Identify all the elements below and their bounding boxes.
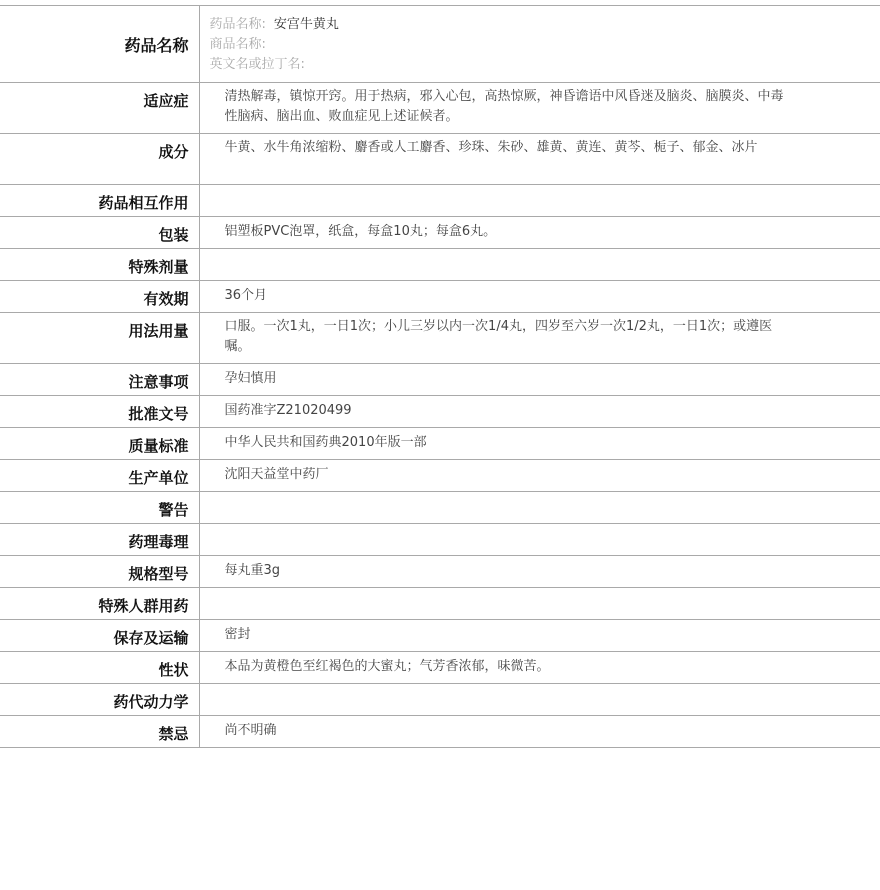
row-warning xyxy=(0,492,880,524)
row-value: 本品为黄橙色至红褐色的大蜜丸；气芳香浓郁，味微苦。 xyxy=(199,652,880,684)
row-specification xyxy=(0,556,880,588)
row-label: 保存及运输 xyxy=(0,620,199,652)
row-label: 注意事项 xyxy=(0,364,199,396)
row-label: 用法用量 xyxy=(0,313,199,364)
trade-name-key: 商品名称: xyxy=(209,37,266,52)
row-label: 生产单位 xyxy=(0,460,199,492)
row-label: 药代动力学 xyxy=(0,684,199,716)
english-name-key: 英文名或拉丁名: xyxy=(209,57,305,72)
row-value: 尚不明确 xyxy=(199,716,880,748)
row-value xyxy=(199,588,880,620)
row-value: 清热解毒，镇惊开窍。用于热病，邪入心包，高热惊厥，神昏谵语中风昏迷及脑炎、脑膜炎、中毒性脑病、脑出血、败血症见上述证候者。 xyxy=(199,83,880,134)
row-label: 药品名称 xyxy=(0,6,199,83)
row-usage-dosage xyxy=(0,313,880,364)
row-value xyxy=(199,524,880,556)
row-label: 药理毒理 xyxy=(0,524,199,556)
row-ingredients xyxy=(0,134,880,185)
generic-name-value: 安宫牛黄丸 xyxy=(273,17,339,32)
drug-info-table xyxy=(0,5,880,748)
row-value xyxy=(199,684,880,716)
row-label: 批准文号 xyxy=(0,396,199,428)
row-shelf-life xyxy=(0,281,880,313)
row-value xyxy=(199,185,880,217)
row-drug-name xyxy=(0,6,880,83)
row-label: 药品相互作用 xyxy=(0,185,199,217)
row-label: 性状 xyxy=(0,652,199,684)
row-label: 规格型号 xyxy=(0,556,199,588)
row-label: 包装 xyxy=(0,217,199,249)
row-approval-number xyxy=(0,396,880,428)
row-value: 铝塑板PVC泡罩，纸盒，每盒10丸；每盒6丸。 xyxy=(199,217,880,249)
row-label: 警告 xyxy=(0,492,199,524)
row-label: 禁忌 xyxy=(0,716,199,748)
row-interactions xyxy=(0,185,880,217)
row-label: 有效期 xyxy=(0,281,199,313)
row-value xyxy=(199,249,880,281)
row-value: 口服。一次1丸，一日1次；小儿三岁以内一次1/4丸，四岁至六岁一次1/2丸，一日1次；或遵医嘱。 xyxy=(199,313,880,364)
row-special-populations xyxy=(0,588,880,620)
row-value xyxy=(199,492,880,524)
row-quality-standard xyxy=(0,428,880,460)
row-manufacturer xyxy=(0,460,880,492)
generic-name-line xyxy=(210,15,791,35)
row-contraindications xyxy=(0,716,880,748)
row-pharmacokinetics xyxy=(0,684,880,716)
row-value: 沈阳天益堂中药厂 xyxy=(199,460,880,492)
row-value: 牛黄、水牛角浓缩粉、麝香或人工麝香、珍珠、朱砂、雄黄、黄连、黄芩、栀子、郁金、冰片 xyxy=(199,134,880,185)
drug-name-values xyxy=(199,6,880,83)
row-value: 每丸重3g xyxy=(199,556,880,588)
row-value: 孕妇慎用 xyxy=(199,364,880,396)
row-value: 36个月 xyxy=(199,281,880,313)
english-name-line xyxy=(210,55,791,75)
row-pharmacology xyxy=(0,524,880,556)
row-label: 适应症 xyxy=(0,83,199,134)
row-label: 特殊人群用药 xyxy=(0,588,199,620)
row-label: 成分 xyxy=(0,134,199,185)
row-description xyxy=(0,652,880,684)
row-value: 中华人民共和国药典2010年版一部 xyxy=(199,428,880,460)
row-packaging xyxy=(0,217,880,249)
row-precautions xyxy=(0,364,880,396)
row-value: 国药准字Z21020499 xyxy=(199,396,880,428)
row-label: 特殊剂量 xyxy=(0,249,199,281)
row-indications xyxy=(0,83,880,134)
row-storage xyxy=(0,620,880,652)
generic-name-key: 药品名称: xyxy=(209,17,266,32)
row-special-dosage xyxy=(0,249,880,281)
row-value: 密封 xyxy=(199,620,880,652)
row-label: 质量标准 xyxy=(0,428,199,460)
trade-name-line xyxy=(210,35,791,55)
